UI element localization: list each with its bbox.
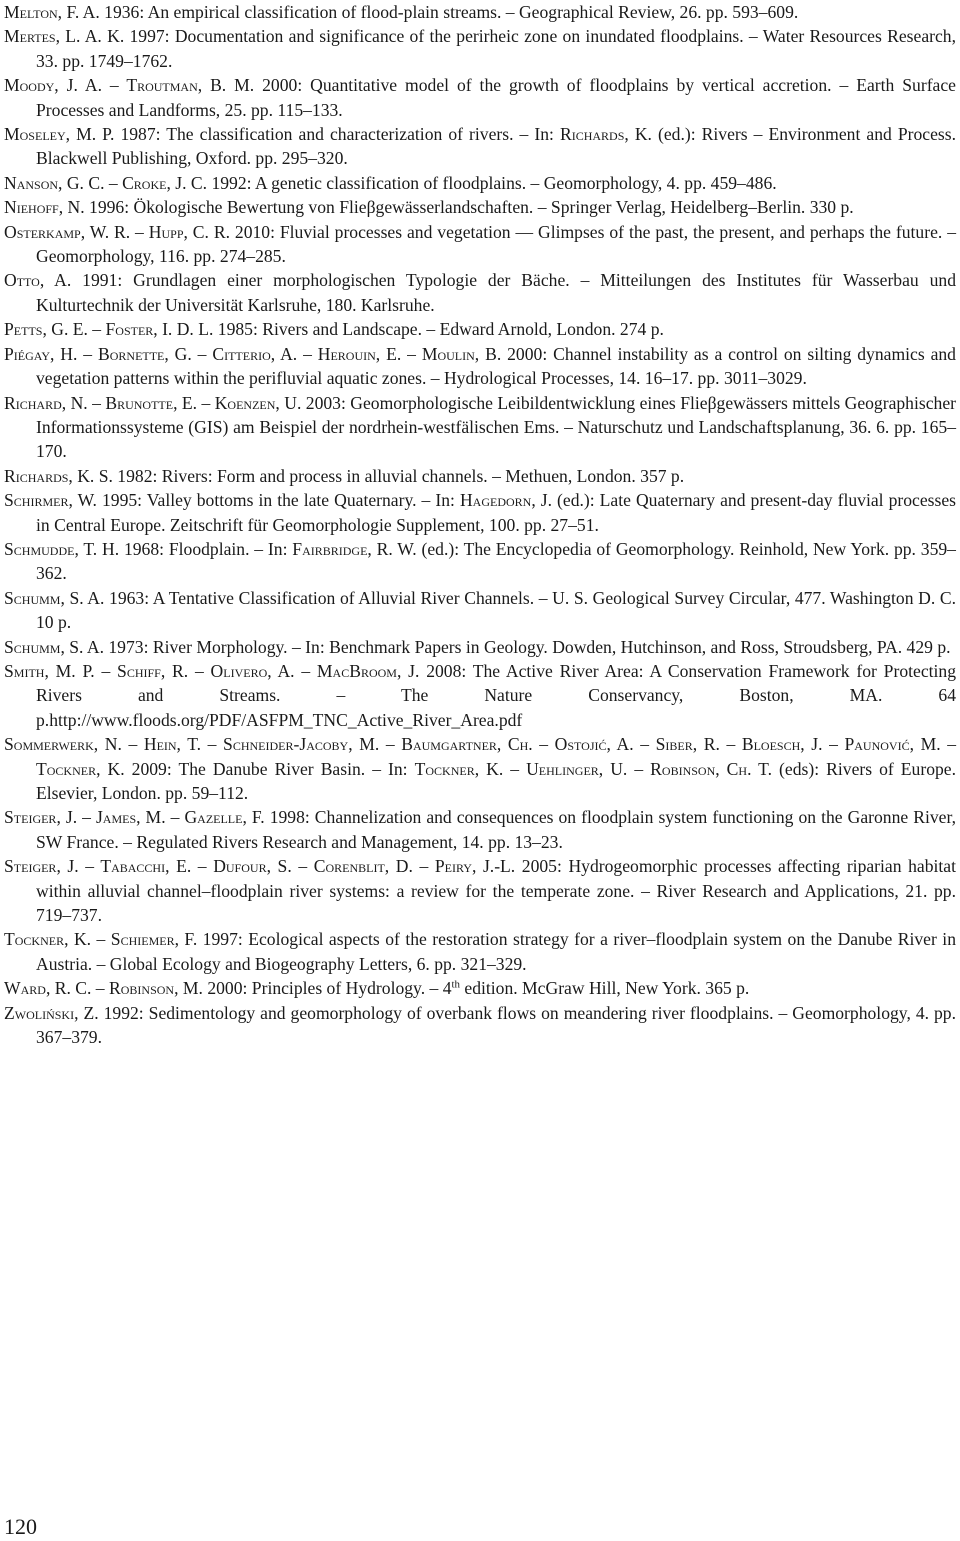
reference-authors: Schirmer, W. xyxy=(4,490,97,511)
reference-text: 2000: Channel instability as a control on silting dynamics and vegetation patterns within the perifluvial aquatic zones. – Hydrological Processes, 14. 16–17. pp. 3011–3029. xyxy=(36,343,956,389)
page-number: 120 xyxy=(4,1514,37,1539)
reference-entry xyxy=(4,268,956,317)
reference-authors: Piégay, H. – Bornette, G. – Citterio, A. – Herouin, E. – Moulin, B. xyxy=(4,343,502,364)
reference-entry xyxy=(4,659,956,732)
reference-entry xyxy=(4,805,956,854)
reference-entry xyxy=(4,854,956,927)
reference-authors: Zwoliński, Z. xyxy=(4,1002,99,1023)
reference-entry xyxy=(4,927,956,976)
reference-authors: Steiger, J. – James, M. – Gazelle, F. xyxy=(4,807,265,828)
reference-entry xyxy=(4,537,956,586)
reference-authors: Ward, R. C. – Robinson, M. xyxy=(4,978,203,999)
reference-text: (ed.): The Encyclopedia of Geomorphology. Reinhold, New York. pp. 359–362. xyxy=(36,538,956,584)
reference-authors: Richards, K. xyxy=(559,124,652,145)
reference-text: 1992: A genetic classification of floodplains. – Geomorphology, 4. pp. 459–486. xyxy=(207,172,777,193)
reference-authors: Tockner, K. – Schiemer, F. xyxy=(4,929,198,950)
reference-authors: Schmudde, T. H. xyxy=(4,538,120,559)
reference-authors: Niehoff, N. xyxy=(4,197,85,218)
reference-entry xyxy=(4,24,956,73)
reference-entry xyxy=(4,0,956,24)
reference-text: edition. McGraw Hill, New York. 365 p. xyxy=(459,978,750,999)
reference-text: 1991: Grundlagen einer morphologischen Typologie der Bäche. – Mitteilungen des Institutes für Wasserbau und Kulturtechnik der Universität Karlsruhe, 180. Karlsruhe. xyxy=(36,270,957,315)
reference-text: 1982: Rivers: Form and process in alluvial channels. – Methuen, London. 357 p. xyxy=(112,465,685,486)
reference-authors: Richard, N. – Brunotte, E. – Koenzen, U. xyxy=(4,392,302,413)
reference-text: 2005: Hydrogeomorphic processes affecting riparian habitat within alluvial channel–floodplain river systems: a review for the temperate zone. – River Research and Applications, 21. pp. 719–737. xyxy=(36,856,956,926)
reference-text: 2010: Fluvial processes and vegetation — Glimpses of the past, the present, and perhaps the future. – Geomorphology, 116. pp. 274–285. xyxy=(36,221,956,267)
reference-entry xyxy=(4,171,956,195)
reference-superscript: th xyxy=(451,978,460,991)
reference-entry xyxy=(4,976,956,1000)
reference-entry xyxy=(4,464,956,488)
reference-text: (ed.): Late Quaternary and present-day fluvial processes in Central Europe. Zeitschrift für Geomorphologie Supplement, 100. pp. 27–51. xyxy=(36,490,957,535)
reference-authors: Moseley, M. P. xyxy=(4,124,115,145)
reference-text: 1987: The classification and characterization of rivers. – In: xyxy=(114,124,560,145)
reference-authors: Moody, J. A. – Troutman, B. M. xyxy=(4,75,255,96)
reference-entry xyxy=(4,635,956,659)
reference-text: (ed.): Rivers – Environment and Process. Blackwell Publishing, Oxford. pp. 295–320. xyxy=(36,124,956,169)
reference-authors: Petts, G. E. – Foster, I. D. L. xyxy=(4,319,214,340)
reference-text: 1998: Channelization and consequences on floodplain system functioning on the Garonne River, SW France. – Regulated Rivers Research and Management, 14. pp. 13–23. xyxy=(36,807,956,852)
reference-entry xyxy=(4,586,956,635)
reference-text: 1992: Sedimentology and geomorphology of overbank flows on meandering river floodplains. – Geomorphology, 4. pp. 367–379. xyxy=(36,1002,957,1048)
reference-entry xyxy=(4,73,956,122)
reference-text: 1985: Rivers and Landscape. – Edward Arnold, London. 274 p. xyxy=(213,319,664,340)
reference-list xyxy=(4,0,956,1049)
reference-authors: Sommerwerk, N. – Hein, T. – Schneider-Jacoby, M. – Baumgartner, Ch. – Ostojić, A. – Siber, R. – Bloesch, J. – Paunović, M. – Tockner, K. xyxy=(4,734,956,779)
reference-text: 2000: Quantitative model of the growth of floodplains by vertical accretion. – Earth Surface Processes and Landforms, 25. pp. 115–133. xyxy=(36,75,956,120)
reference-text: 1997: Ecological aspects of the restoration strategy for a river–floodplain system on the Danube River in Austria. – Global Ecology and Biogeography Letters, 6. pp. 321–329. xyxy=(36,929,956,974)
reference-entry xyxy=(4,488,956,537)
reference-text: 1968: Floodplain. – In: xyxy=(119,538,293,559)
reference-entry xyxy=(4,342,956,391)
reference-authors: Osterkamp, W. R. – Hupp, C. R. xyxy=(4,221,230,242)
reference-text: 2003: Geomorphologische Leibildentwicklung eines Flieβgewässers mittels Geographischer Informationssysteme (GIS) am Beispiel der nordrhein-westfälischen Ems. – Naturschutz und Landschaftsplanung, 36. 6. pp. 165–170. xyxy=(36,392,956,462)
reference-entry xyxy=(4,1001,956,1050)
reference-entry xyxy=(4,220,956,269)
reference-authors: Richards, K. S. xyxy=(4,465,113,486)
reference-authors: Nanson, G. C. – Croke, J. C. xyxy=(4,172,208,193)
reference-authors: Tockner, K. – Uehlinger, U. – Robinson, Ch. T. xyxy=(414,758,773,779)
reference-authors: Schumm, S. A. xyxy=(4,636,104,657)
reference-authors: Schumm, S. A. xyxy=(4,587,105,608)
reference-authors: Otto, A. xyxy=(4,270,72,291)
reference-authors: Mertes, L. A. K. xyxy=(4,26,125,47)
reference-text: 2008: The Active River Area: A Conservation Framework for Protecting Rivers and Streams. – The Nature Conservancy, Boston, MA. 64 p.http://www.floods.org/PDF/ASFPM_TNC_Active_River_Area.pdf xyxy=(36,660,956,730)
reference-entry xyxy=(4,391,956,464)
reference-text: 2000: Principles of Hydrology. – 4 xyxy=(202,978,452,999)
reference-text: 1997: Documentation and significance of the perirheic zone on inundated floodplains. – Water Resources Research, 33. pp. 1749–1762. xyxy=(36,26,956,71)
reference-text: 1936: An empirical classification of flood-plain streams. – Geographical Review, 26. pp. 593–609. xyxy=(99,2,799,22)
reference-text: 1996: Ökologische Bewertung von Flieβgewässerlandschaften. – Springer Verlag, Heidelberg–Berlin. 330 p. xyxy=(84,197,854,218)
reference-authors: Hagedorn, J. xyxy=(459,490,552,511)
reference-entry xyxy=(4,317,956,341)
reference-authors: Melton, F. A. xyxy=(4,2,100,22)
reference-entry xyxy=(4,195,956,219)
reference-entry xyxy=(4,122,956,171)
reference-authors: Fairbridge, R. W. xyxy=(292,538,417,559)
reference-authors: Steiger, J. – Tabacchi, E. – Dufour, S. – Corenblit, D. – Peiry, J.-L. xyxy=(4,856,516,877)
reference-text: 1963: A Tentative Classification of Alluvial River Channels. – U. S. Geological Survey Circular, 477. Washington D. C. 10 p. xyxy=(36,587,956,633)
reference-entry xyxy=(4,732,956,805)
reference-text: (eds): Rivers of Europe. Elsevier, London. pp. 59–112. xyxy=(36,758,957,803)
reference-authors: Smith, M. P. – Schiff, R. – Olivero, A. – MacBroom, J. xyxy=(4,660,420,681)
reference-text: 1973: River Morphology. – In: Benchmark Papers in Geology. Dowden, Hutchinson, and Ross, Stroudsberg, PA. 429 p. xyxy=(103,636,951,657)
reference-text: 2009: The Danube River Basin. – In: xyxy=(124,758,415,779)
reference-text: 1995: Valley bottoms in the late Quaternary. – In: xyxy=(96,490,460,511)
